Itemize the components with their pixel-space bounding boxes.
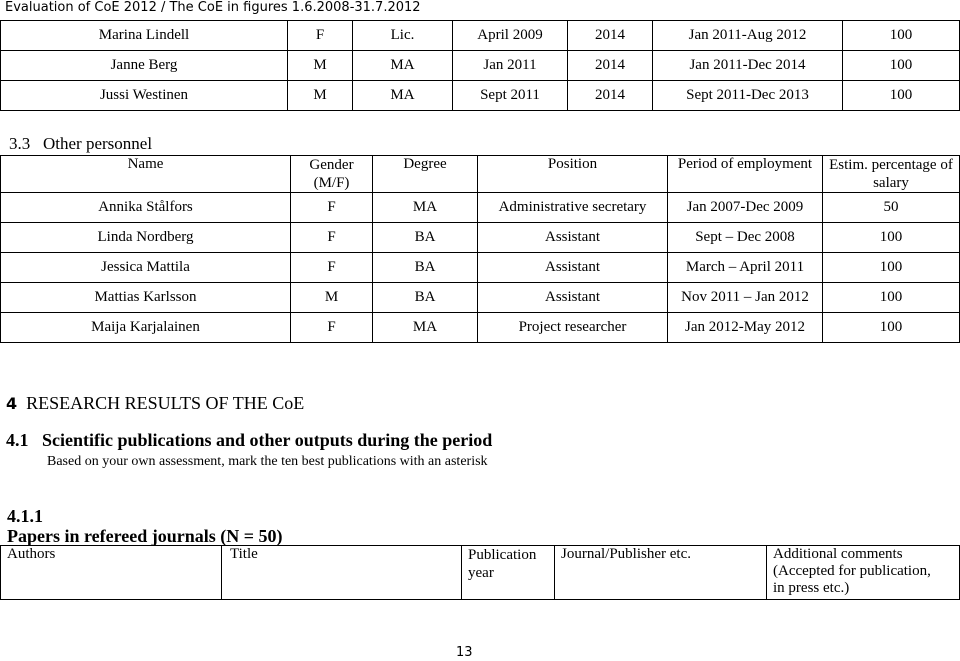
document-header: Evaluation of CoE 2012 / The CoE in figures 1.6.2008-31.7.2012 — [5, 0, 421, 15]
table-cell: 100 — [843, 51, 960, 81]
table-cell: Lic. — [353, 21, 453, 51]
page-number: 13 — [456, 645, 473, 660]
table-cell: Jan 2011-Dec 2014 — [653, 51, 843, 81]
table-row — [1, 81, 960, 111]
table-cell: 2014 — [568, 51, 653, 81]
table-row — [1, 51, 960, 81]
section-title: RESEARCH RESULTS OF THE CoE — [26, 393, 305, 413]
table-cell: Jan 2011 — [453, 51, 568, 81]
table-cell: BA — [373, 283, 478, 313]
col-header-publication-year: Publication year — [462, 546, 555, 600]
section-4-heading — [6, 393, 304, 414]
table-cell: Linda Nordberg — [1, 223, 291, 253]
section-title: Other personnel — [43, 134, 153, 153]
section-4-1-heading — [6, 430, 492, 451]
table-cell: F — [291, 223, 373, 253]
table-cell: 100 — [843, 21, 960, 51]
table-cell: 2014 — [568, 21, 653, 51]
table-cell: M — [288, 81, 353, 111]
table-cell: Sept 2011 — [453, 81, 568, 111]
table-cell: 100 — [823, 253, 960, 283]
table-cell: BA — [373, 253, 478, 283]
section-number: 4 — [6, 394, 18, 413]
table-header-row — [1, 156, 960, 193]
table-cell: Assistant — [478, 223, 668, 253]
table-cell: March – April 2011 — [668, 253, 823, 283]
col-header-name: Name — [1, 156, 291, 193]
other-personnel-table — [0, 155, 960, 343]
table-cell: M — [288, 51, 353, 81]
table-cell: Nov 2011 – Jan 2012 — [668, 283, 823, 313]
table-cell: 100 — [823, 313, 960, 343]
table-cell: MA — [373, 313, 478, 343]
table-cell: Jan 2012-May 2012 — [668, 313, 823, 343]
table-cell: Marina Lindell — [1, 21, 288, 51]
table-cell: Janne Berg — [1, 51, 288, 81]
table-cell: 100 — [823, 223, 960, 253]
table-header-row — [1, 546, 960, 600]
table-row — [1, 193, 960, 223]
table-cell: Administrative secretary — [478, 193, 668, 223]
col-header-degree: Degree — [373, 156, 478, 193]
table-row — [1, 223, 960, 253]
table-cell: Project researcher — [478, 313, 668, 343]
table-cell: Mattias Karlsson — [1, 283, 291, 313]
col-header-title: Title — [222, 546, 462, 600]
table-cell: 2014 — [568, 81, 653, 111]
col-header-period: Period of employment — [668, 156, 823, 193]
col-header-position: Position — [478, 156, 668, 193]
section-number: 4.1 — [6, 430, 29, 450]
table-cell: Sept – Dec 2008 — [668, 223, 823, 253]
table-row — [1, 283, 960, 313]
section-4-1-instruction: Based on your own assessment, mark the ten best publications with an asterisk — [47, 454, 488, 469]
col-header-comments: Additional comments (Accepted for publication, in press etc.) — [767, 546, 960, 600]
table-cell: Jussi Westinen — [1, 81, 288, 111]
col-header-journal: Journal/Publisher etc. — [555, 546, 767, 600]
table-row — [1, 21, 960, 51]
papers-table — [0, 545, 960, 600]
section-4-1-1-number: 4.1.1 — [7, 506, 43, 526]
table-cell: 50 — [823, 193, 960, 223]
section-3-3-heading — [9, 134, 152, 154]
table-cell: F — [291, 253, 373, 283]
table-cell: MA — [373, 193, 478, 223]
section-4-1-1-title: Papers in refereed journals (N = 50) — [7, 526, 283, 546]
table-row — [1, 313, 960, 343]
table-cell: BA — [373, 223, 478, 253]
table-cell: Annika Stålfors — [1, 193, 291, 223]
table-cell: MA — [353, 81, 453, 111]
table-cell: F — [291, 313, 373, 343]
table-cell: Assistant — [478, 283, 668, 313]
section-title: Scientific publications and other outputs during the period — [42, 430, 493, 450]
table-cell: Jessica Mattila — [1, 253, 291, 283]
table-cell: Maija Karjalainen — [1, 313, 291, 343]
col-header-authors: Authors — [1, 546, 222, 600]
table-cell: Sept 2011-Dec 2013 — [653, 81, 843, 111]
table-row — [1, 253, 960, 283]
table-cell: April 2009 — [453, 21, 568, 51]
table-cell: Jan 2011-Aug 2012 — [653, 21, 843, 51]
col-header-salary: Estim. percentage of salary — [823, 156, 960, 193]
table-cell: F — [288, 21, 353, 51]
section-number: 3.3 — [9, 134, 31, 153]
col-header-gender: Gender (M/F) — [291, 156, 373, 193]
researchers-table — [0, 20, 960, 111]
table-cell: 100 — [823, 283, 960, 313]
table-cell: MA — [353, 51, 453, 81]
table-cell: Assistant — [478, 253, 668, 283]
table-cell: 100 — [843, 81, 960, 111]
table-cell: Jan 2007-Dec 2009 — [668, 193, 823, 223]
table-cell: M — [291, 283, 373, 313]
table-cell: F — [291, 193, 373, 223]
